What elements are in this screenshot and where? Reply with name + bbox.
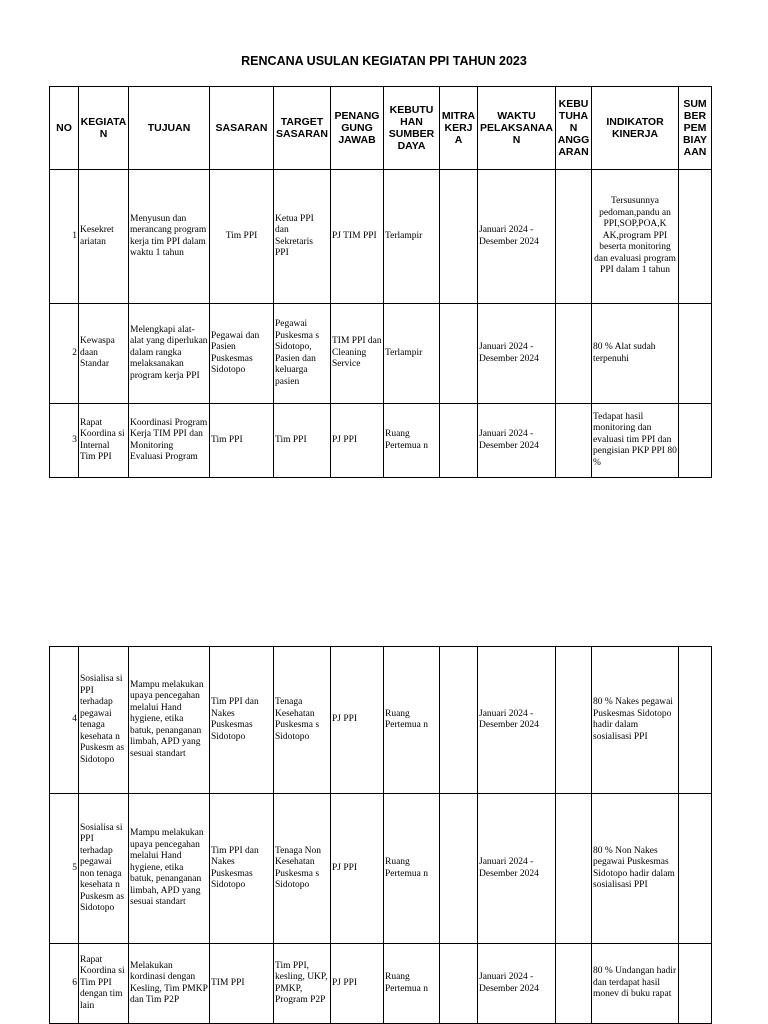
cell-kegiatan: Rapat Koordina si Tim PPI dengan tim lain: [79, 944, 129, 1024]
cell-sumber: [679, 647, 712, 794]
cell-kegiatan: Rapat Koordina si Internal Tim PPI: [79, 404, 129, 478]
table-row: [50, 944, 712, 1024]
cell-kebutuhan: Ruang Pertemua n: [384, 944, 440, 1024]
cell-anggaran: [556, 944, 592, 1024]
cell-mitra: [440, 304, 478, 404]
cell-target: Tim PPI, kesling, UKP, PMKP, Program P2P: [274, 944, 331, 1024]
table-row: [50, 404, 712, 478]
cell-sumber: [679, 794, 712, 944]
cell-tujuan: Mampu melakukan upaya pencegahan melalui Hand hygiene, etika batuk, penanganan limbah, APD yang sesuai standart: [129, 794, 210, 944]
cell-indikator: 80 % Non Nakes pegawai Puskesmas Sidotopo hadir dalam sosialisasi PPI: [592, 794, 679, 944]
cell-sasaran: Tim PPI dan Nakes Puskesmas Sidotopo: [210, 794, 274, 944]
cell-tujuan: Koordinasi Program Kerja TIM PPI dan Monitoring Evaluasi Program: [129, 404, 210, 478]
cell-sumber: [679, 170, 712, 304]
cell-anggaran: [556, 404, 592, 478]
cell-pj: PJ PPI: [331, 794, 384, 944]
cell-tujuan: Menyusun dan merancang program kerja tim PPI dalam waktu 1 tahun: [129, 170, 210, 304]
header-sasaran: SASARAN: [210, 87, 274, 170]
cell-kegiatan: Sosialisa si PPI terhadap pegawai tenaga kesehata n Puskesm as Sidotopo: [79, 647, 129, 794]
cell-kebutuhan: Terlampir: [384, 304, 440, 404]
cell-kegiatan: Kesekret ariatan: [79, 170, 129, 304]
cell-no: 6: [50, 944, 79, 1024]
header-anggaran: KEBU TUHA N ANGG ARAN: [556, 87, 592, 170]
cell-sasaran: Tim PPI: [210, 404, 274, 478]
cell-waktu: Januari 2024 - Desember 2024: [478, 944, 556, 1024]
cell-pj: PJ PPI: [331, 647, 384, 794]
activity-table-part-2: [49, 646, 712, 1024]
cell-target: Pegawai Puskesma s Sidotopo, Pasien dan keluarga pasien: [274, 304, 331, 404]
cell-waktu: Januari 2024 - Desember 2024: [478, 304, 556, 404]
cell-pj: PJ TIM PPI: [331, 170, 384, 304]
cell-target: Tenaga Non Kesehatan Puskesma s Sidotopo: [274, 794, 331, 944]
cell-indikator: 80 % Undangan hadir dan terdapat hasil monev di buku rapat: [592, 944, 679, 1024]
cell-pj: TIM PPI dan Cleaning Service: [331, 304, 384, 404]
cell-pj: PJ PPI: [331, 944, 384, 1024]
cell-mitra: [440, 794, 478, 944]
header-waktu: WAKTU PELAKSANAA N: [478, 87, 556, 170]
cell-waktu: Januari 2024 - Desember 2024: [478, 647, 556, 794]
cell-tujuan: Melengkapi alat-alat yang diperlukan dalam rangka melaksanakan program kerja PPI: [129, 304, 210, 404]
cell-pj: PJ PPI: [331, 404, 384, 478]
cell-tujuan: Mampu melakukan upaya pencegahan melalui Hand hygiene, etika batuk, penanganan limbah, APD yang sesuai standart: [129, 647, 210, 794]
cell-sasaran: Tim PPI: [210, 170, 274, 304]
cell-target: Tim PPI: [274, 404, 331, 478]
cell-kebutuhan: Ruang Pertemua n: [384, 647, 440, 794]
cell-target: Ketua PPI dan Sekretaris PPI: [274, 170, 331, 304]
cell-anggaran: [556, 170, 592, 304]
cell-kebutuhan: Terlampir: [384, 170, 440, 304]
cell-kebutuhan: Ruang Pertemua n: [384, 404, 440, 478]
header-row: [50, 87, 712, 170]
header-sumber: SUM BER PEM BIAY AAN: [679, 87, 712, 170]
document-title: RENCANA USULAN KEGIATAN PPI TAHUN 2023: [241, 54, 527, 68]
header-mitra: MITRA KERJ A: [440, 87, 478, 170]
cell-kegiatan: Sosialisa si PPI terhadap pegawai non tenaga kesehata n Puskesm as Sidotopo: [79, 794, 129, 944]
cell-no: 1: [50, 170, 79, 304]
cell-mitra: [440, 647, 478, 794]
cell-anggaran: [556, 794, 592, 944]
cell-kegiatan: Kewaspa daan Standar: [79, 304, 129, 404]
header-target: TARGET SASARAN: [274, 87, 331, 170]
table-row: [50, 304, 712, 404]
cell-anggaran: [556, 647, 592, 794]
cell-mitra: [440, 170, 478, 304]
table-row: [50, 647, 712, 794]
header-indikator: INDIKATOR KINERJA: [592, 87, 679, 170]
header-no: NO: [50, 87, 79, 170]
header-kebutuhan: KEBUTU HAN SUMBER DAYA: [384, 87, 440, 170]
activity-table-part-1: [49, 86, 712, 478]
cell-indikator: Tedapat hasil monitoring dan evaluasi tim PPI dan pengisian PKP PPI 80 %: [592, 404, 679, 478]
cell-target: Tenaga Kesehatan Puskesma s Sidotopo: [274, 647, 331, 794]
header-tujuan: TUJUAN: [129, 87, 210, 170]
header-kegiatan: KEGIATA N: [79, 87, 129, 170]
cell-no: 5: [50, 794, 79, 944]
cell-waktu: Januari 2024 - Desember 2024: [478, 794, 556, 944]
cell-indikator: 80 % Nakes pegawai Puskesmas Sidotopo hadir dalam sosialisasi PPI: [592, 647, 679, 794]
cell-waktu: Januari 2024 - Desember 2024: [478, 170, 556, 304]
cell-sasaran: Tim PPI dan Nakes Puskesmas Sidotopo: [210, 647, 274, 794]
cell-indikator: Tersusunnya pedoman,pandu an PPI,SOP,POA,K AK,program PPI beserta monitoring dan evaluasi program PPI dalam 1 tahun: [592, 170, 679, 304]
cell-kebutuhan: Ruang Pertemua n: [384, 794, 440, 944]
cell-indikator: 80 % Alat sudah terpenuhi: [592, 304, 679, 404]
cell-tujuan: Melakukan kordinasi dengan Kesling, Tim PMKP dan Tim P2P: [129, 944, 210, 1024]
cell-sasaran: Pegawai dan Pasien Puskesmas Sidotopo: [210, 304, 274, 404]
cell-no: 2: [50, 304, 79, 404]
cell-anggaran: [556, 304, 592, 404]
cell-sasaran: TIM PPI: [210, 944, 274, 1024]
table-row: [50, 794, 712, 944]
cell-no: 3: [50, 404, 79, 478]
table-row: [50, 170, 712, 304]
cell-sumber: [679, 404, 712, 478]
cell-mitra: [440, 944, 478, 1024]
cell-sumber: [679, 304, 712, 404]
cell-mitra: [440, 404, 478, 478]
cell-waktu: Januari 2024 - Desember 2024: [478, 404, 556, 478]
header-penanggung-jawab: PENANG GUNG JAWAB: [331, 87, 384, 170]
cell-no: 4: [50, 647, 79, 794]
cell-sumber: [679, 944, 712, 1024]
